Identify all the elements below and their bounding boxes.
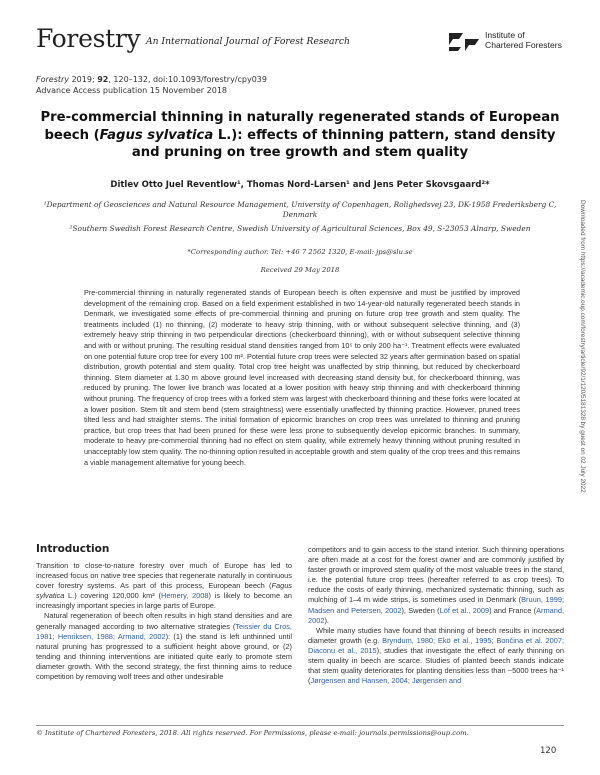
- intro-paragraph-1: [36, 561, 292, 611]
- affiliation-1-line2: Denmark: [282, 210, 318, 219]
- text-run: ).: [324, 615, 329, 625]
- institute-line1: Institute of: [485, 30, 525, 40]
- affiliation-1-line1: ¹Department of Geosciences and Natural Resource Management, University of Copenhagen, Rolighedsvej 23, DK-1958 Frederiksberg C,: [43, 200, 557, 209]
- received-date: Received 29 May 2018: [260, 266, 340, 274]
- copyright-notice: © Institute of Chartered Foresters, 2018. All rights reserved. For Permissions, please e-mail: journals.permissions@oup.com.: [36, 729, 469, 737]
- text-run: ) is likely to become an increasingly important species in large parts of Europe.: [36, 591, 293, 611]
- affiliation-2: ²Southern Swedish Forest Research Centre, Swedish University of Agricultural Sciences, Box 49, S-23053 Alnarp, Sweden: [69, 224, 531, 233]
- citation-volume: 92: [97, 75, 109, 84]
- text-run: ), studies that investigate the effect of early thinning on stem quality in beech are scarce. Studies of planted beech stands indicate that stem quality deteriorates for planting densities less than ~5000 trees ha⁻¹ (: [308, 645, 564, 686]
- text-run: Transition to close-to-nature forestry over much of Europe has led to increased focus on native tree species that regenerate naturally in continuous cover forestry systems. As part of this process, European beech (: [36, 561, 292, 591]
- intro-paragraph-3: [308, 545, 564, 626]
- footer-divider: [36, 725, 564, 726]
- reference-link[interactable]: Löf et al., 2009: [439, 605, 490, 615]
- text-run: Natural regeneration of beech often results in high stand densities and are generally managed according to two alternative strategies (: [36, 611, 292, 631]
- download-note-text: Downloaded from https://academic.oup.com/forestry/article/92/1/120/5181328 by guest on 02 July 2022: [579, 200, 586, 493]
- journal-subtitle: An International Journal of Forest Research: [146, 36, 350, 47]
- reference-link[interactable]: Armand, 2002: [308, 605, 564, 625]
- institute-name: [485, 30, 562, 50]
- text-run: ), Sweden (: [401, 605, 440, 615]
- reference-link[interactable]: Bruun, 1999; Madsen and Petersen, 2002: [308, 595, 565, 615]
- text-run: While many studies have found that thinning of beech results in increased diameter growth (e.g.: [308, 625, 564, 645]
- journal-name: Forestry: [36, 24, 141, 53]
- title-part1: Pre-commercial thinning in naturally regenerated stands of European beech (: [40, 110, 560, 143]
- citation: [36, 74, 267, 96]
- citation-rest: , 120–132, doi:10.1093/forestry/cpy039: [108, 75, 267, 84]
- text-run: L.) covering 120,000 km² (: [64, 591, 161, 601]
- title-species: Fagus sylvatica: [99, 127, 214, 143]
- intro-paragraph-4: [308, 626, 564, 687]
- authors: Ditlev Otto Juel Reventlow¹, Thomas Nord-Larsen¹ and Jens Peter Skovsgaard²*: [110, 180, 490, 190]
- reference-link[interactable]: Bryndum, 1980; Ekö et al., 1995; Bončina et al. 2007; Diaconu et al., 2015: [308, 635, 564, 655]
- affiliation-1: [40, 200, 560, 220]
- right-column: [308, 545, 564, 686]
- text-run: competitors and to gain access to the stand interior. Such thinning operations are often made at a cost for the forest owner and are commonly justified by faster growth or improved stem quality of the most valuable trees in the stand, i.e. the potential future crop trees (hereafter referred to as crop trees). To reduce the costs of early thinning, mechanized systematic thinning, such as mulching of 1–4 m wide strips, is sometimes used in Denmark (: [308, 545, 564, 605]
- institute-line2: Chartered Foresters: [485, 40, 562, 50]
- page-number: 120: [540, 746, 557, 756]
- institute-logo: [447, 26, 565, 58]
- citation-year: 2019;: [71, 75, 95, 84]
- species-name: Fagus sylvatica: [36, 581, 292, 601]
- citation-journal: Forestry: [36, 75, 70, 84]
- introduction-heading: Introduction: [36, 543, 110, 555]
- advance-access: Advance Access publication 15 November 2018: [36, 86, 227, 95]
- left-column: [36, 561, 292, 682]
- text-run: ): (1) the stand is left unthinned until natural pruning has progressed to a sufficient height above ground, or (2) tending and thinning interventions are initiated quite early to promote stem diameter growth. With the second strategy, the first thinning aims to reduce competition by removing wolf trees and other undesirable: [36, 631, 292, 682]
- title-part2: L.): effects of thinning pattern, stand density and pruning on tree growth and stem quality: [131, 127, 556, 160]
- masthead: [36, 22, 564, 62]
- reference-link[interactable]: Teissier du Cros, 1981; Henriksen, 1988; Armand, 2002: [36, 621, 292, 641]
- article-title: [40, 109, 560, 162]
- reference-link[interactable]: Hemery, 2008: [160, 591, 209, 601]
- abstract: Pre-commercial thinning in naturally regenerated stands of European beech is often expensive and must be justified by improved development of the remaining crop. Based on a field experiment established in two 14-year-old naturally regenerated beech stands in Denmark, we investigated some effects of pre-commercial thinning and pruning on future crop tree growth and stem quality. The treatments included (1) no thinning, (2) moderate to heavy strip thinning, with or without subsequent selective thinning, and (3) extremely heavy strip thinning in two perpendicular directions (checkerboard thinning), with or without subsequent selective thinning and with or without pruning. The resulting residual stand densities ranged from 10⁵ to only 200 ha⁻¹. Treatment effects were evaluated on one potential future crop tree for every 100 m². Potential future crop trees were selected 32 years after germination based on spatial distribution, growth potential and stem quality. Total crop tree height was unaffected by strip thinning, but reduced by checkerboard thinning. Stem diameter at 1.30 m above ground level increased with decreasing stand density but, for checkerboard thinning, was reduced by pruning. The lower live branch was located at a lower position with heavy strip thinning and with checkerboard thinning without pruning. The frequency of crop trees with a forked stem was largest with checkerboard thinning and these forks were located at a lower position. Stem tilt and stem bend (stem straightness) were essentially unaffected by thinning practice. However, pruned trees tilted less and had straighter stems. The initial formation of epicormic branches on crop trees was unrelated to thinning and pruning practice, but crop trees that had been pruned for these were less prone to subsequently develop epicormic branches. In summary, moderate to heavy pre-commercial thinning had no effect on stem quality, while extremely heavy thinning without pruning resulted in unacceptably low stem quality. The no-thinning option resulted in acceptable growth and stem quality of the crop trees and this remains a viable management alternative for young beech.: [84, 288, 520, 467]
- reference-link[interactable]: Jørgensen and Hansen, 2004; Jørgensen and: [310, 676, 462, 686]
- logo-icon: [447, 31, 481, 53]
- download-note: [576, 200, 590, 600]
- intro-paragraph-2: [36, 611, 292, 682]
- text-run: ) and France (: [489, 605, 537, 615]
- corresponding-author: *Corresponding author. Tel: +46 7 2562 1320, E-mail: jps@slu.se: [187, 248, 413, 256]
- citation-line: [36, 74, 267, 85]
